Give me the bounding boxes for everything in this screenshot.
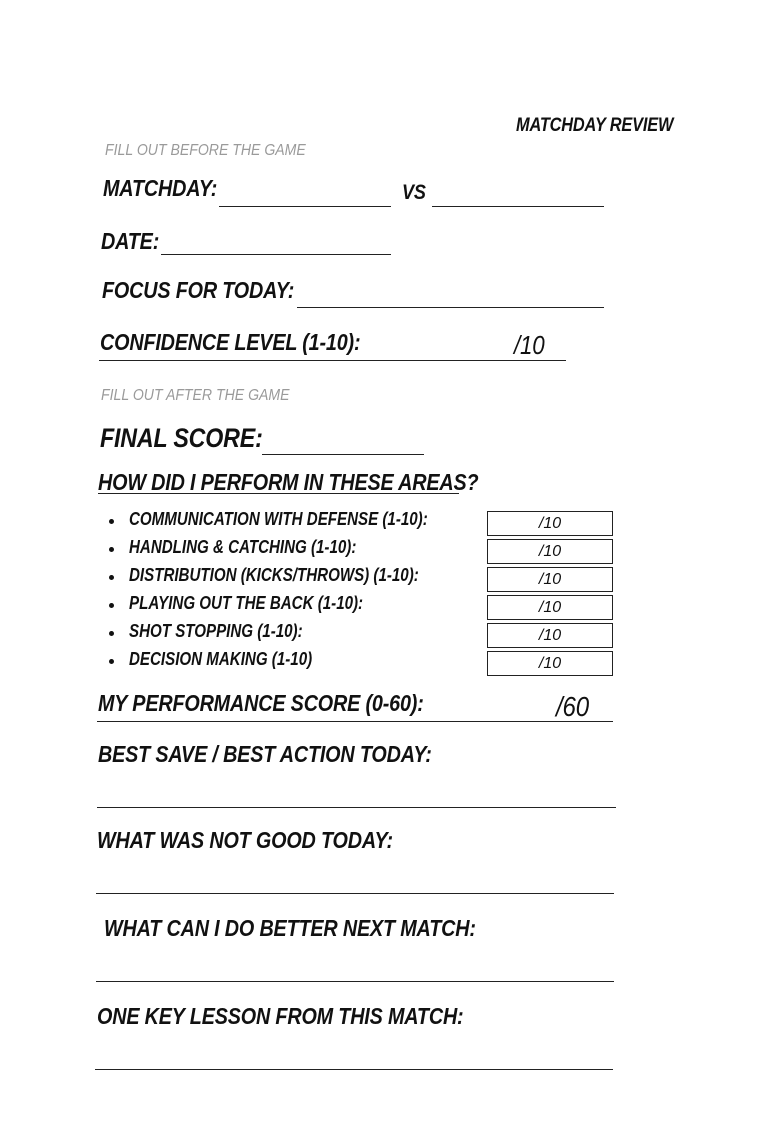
confidence-label: CONFIDENCE LEVEL (1-10):: [100, 329, 361, 355]
not-good-label: WHAT WAS NOT GOOD TODAY:: [97, 827, 393, 853]
bullet-icon: [109, 547, 114, 552]
area-label: PLAYING OUT THE BACK (1-10):: [129, 593, 364, 613]
vs-label: VS: [402, 181, 426, 204]
confidence-suffix: /10: [514, 330, 545, 360]
area-label: SHOT STOPPING (1-10):: [129, 621, 303, 641]
bullet-icon: [109, 575, 114, 580]
area-score-suffix: /10: [538, 627, 562, 644]
date-label: DATE:: [101, 228, 160, 254]
best-action-label: BEST SAVE / BEST ACTION TODAY:: [98, 741, 432, 767]
performance-score-label: MY PERFORMANCE SCORE (0-60):: [98, 690, 424, 716]
page-title: MATCHDAY REVIEW: [516, 115, 674, 136]
not-good-field[interactable]: [96, 893, 614, 894]
before-game-hint: FILL OUT BEFORE THE GAME: [105, 142, 306, 159]
area-score-box[interactable]: [487, 539, 613, 564]
area-score-suffix: /10: [538, 543, 562, 560]
area-score-box[interactable]: [487, 567, 613, 592]
area-score-box[interactable]: [487, 651, 613, 676]
final-score-label: FINAL SCORE:: [100, 423, 263, 453]
bullet-icon: [109, 519, 114, 524]
after-game-hint: FILL OUT AFTER THE GAME: [101, 387, 290, 404]
bullet-icon: [109, 603, 114, 608]
final-score-field[interactable]: [262, 454, 424, 455]
performance-score-field[interactable]: [97, 721, 613, 722]
area-label: COMMUNICATION WITH DEFENSE (1-10):: [129, 509, 428, 529]
best-action-field[interactable]: [97, 807, 616, 808]
performance-heading: HOW DID I PERFORM IN THESE AREAS?: [98, 469, 479, 495]
area-score-box[interactable]: [487, 595, 613, 620]
area-score-suffix: /10: [538, 571, 562, 588]
area-label: DISTRIBUTION (KICKS/THROWS) (1-10):: [129, 565, 419, 585]
matchday-field[interactable]: [219, 206, 391, 207]
performance-heading-underline: [98, 493, 459, 494]
area-score-box[interactable]: [487, 623, 613, 648]
date-field[interactable]: [161, 254, 391, 255]
focus-field[interactable]: [297, 307, 604, 308]
do-better-label: WHAT CAN I DO BETTER NEXT MATCH:: [104, 915, 476, 941]
area-label: HANDLING & CATCHING (1-10):: [129, 537, 357, 557]
area-label: DECISION MAKING (1-10): [129, 649, 313, 669]
focus-label: FOCUS FOR TODAY:: [102, 277, 295, 303]
opponent-field[interactable]: [432, 206, 604, 207]
matchday-label: MATCHDAY:: [103, 175, 218, 201]
bullet-icon: [109, 631, 114, 636]
area-score-suffix: /10: [538, 515, 562, 532]
confidence-field[interactable]: [99, 360, 566, 361]
area-score-box[interactable]: [487, 511, 613, 536]
do-better-field[interactable]: [96, 981, 614, 982]
bullet-icon: [109, 659, 114, 664]
key-lesson-label: ONE KEY LESSON FROM THIS MATCH:: [97, 1003, 464, 1029]
area-score-suffix: /10: [538, 599, 562, 616]
performance-score-suffix: /60: [556, 691, 589, 722]
area-score-suffix: /10: [538, 655, 562, 672]
key-lesson-field[interactable]: [95, 1069, 613, 1070]
